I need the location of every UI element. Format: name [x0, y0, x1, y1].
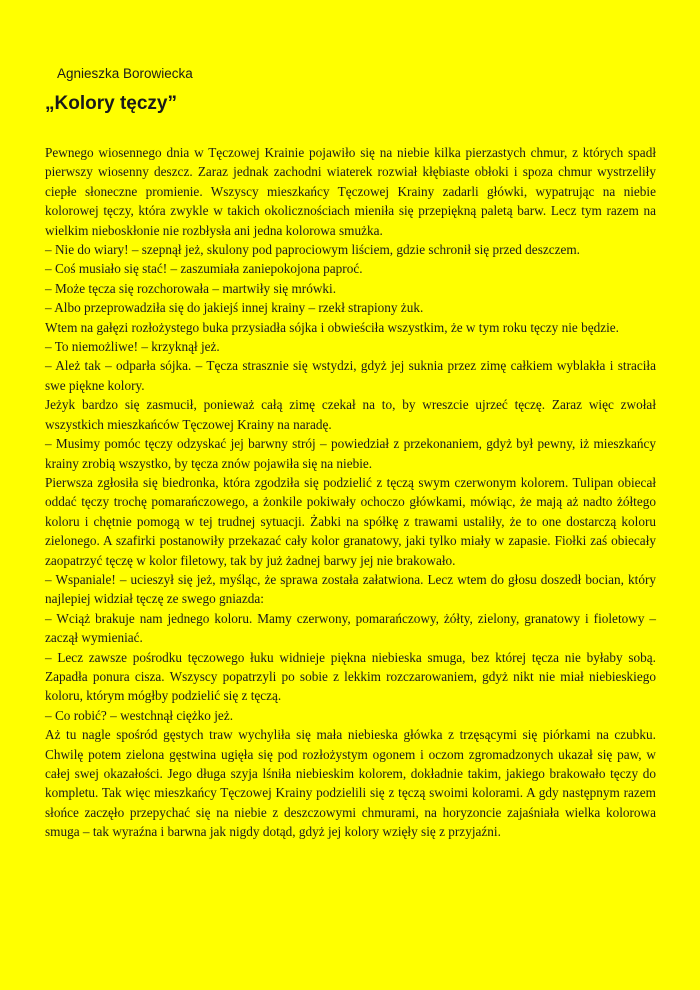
story-text [45, 143, 656, 842]
paragraph-15: – Co robić? – westchnął ciężko jeż. [45, 707, 234, 723]
paragraph-11: Pierwsza zgłosiła się biedronka, która zgodziła się podzielić z tęczą swym czerwonym kolorem. Tulipan obiecał oddać tęczy trochę pomarańczowego, a żonkile pokiwały ochoczo główkami, mówiąc, że mają aż nadto żółtego koloru i chętnie pomogą w tej trudnej sytuacji. Żabki na spółkę z trawami ustaliły, że to one dostarczą koloru zielonego. A szafirki postanowiły przekazać cały kolor granatowy, jaki tylko miały w zapasie. Fiołki zaś obiecały zaopatrzyć tęczę w kolor filetowy, tak by już żadnej barwy jej nie brakowało. [45, 474, 656, 568]
paragraph-7: – To niemożliwe! – krzyknął jeż. [45, 339, 220, 355]
paragraph-9: Jeżyk bardzo się zasmucił, ponieważ całą zimę czekał na to, by wreszcie ujrzeć tęczę. Zaraz więc zwołał wszystkich mieszkańców Tęczowej Krainy na naradę. [45, 397, 656, 432]
paragraph-12: – Wspaniale! – ucieszył się jeż, myśląc, że sprawa została załatwiona. Lecz wtem do głosu doszedł bocian, który najlepiej widział tęczę ze swego gniazda: [45, 571, 656, 607]
paragraph-8: – Ależ tak – odparła sójka. – Tęcza strasznie się wstydzi, gdyż jej suknia przez zimę całkiem wyblakła i straciła swe piękne kolory. [45, 358, 656, 393]
paragraph-10: – Musimy pomóc tęczy odzyskać jej barwny strój – powiedział z przekonaniem, gdyż był pewny, iż mieszkańcy krainy zrobią wszystko, by tęcza znów pojawiła się na niebie. [45, 436, 656, 471]
paragraph-13: – Wciąż brakuje nam jednego koloru. Mamy czerwony, pomarańczowy, żółty, zielony, granatowy i fioletowy – zaczął wymieniać. [45, 610, 656, 646]
paragraph-3: – Coś musiało się stać! – zaszumiała zaniepokojona paproć. [45, 261, 363, 277]
author-name: Agnieszka Borowiecka [57, 66, 193, 81]
story-title: „Kolory tęczy” [45, 93, 177, 114]
paragraph-4: – Może tęcza się rozchorowała – martwiły się mrówki. [45, 280, 337, 296]
paragraph-6: Wtem na gałęzi rozłożystego buka przysiadła sójka i obwieściła wszystkim, że w tym roku tęczy nie będzie. [45, 319, 619, 335]
paragraph-14: – Lecz zawsze pośrodku tęczowego łuku widnieje piękna niebieska smuga, bez której tęcza nie byłaby sobą. Zapadła ponura cisza. Wszyscy popatrzyli po sobie z lekkim rozczarowaniem, gdyż nikt nie miał niebieskiego koloru, którym mógłby podzielić się z tęczą. [45, 649, 656, 704]
paragraph-5: – Albo przeprowadziła się do jakiejś innej krainy – rzekł strapiony żuk. [45, 300, 424, 316]
paragraph-1: Pewnego wiosennego dnia w Tęczowej Krainie pojawiło się na niebie kilka pierzastych chmur, z których spadł pierwszy wiosenny deszcz. Zaraz jednak zachodni wiaterek rozwiał kłębiaste obłoki i spoza chmur wystrzeliły ciepłe słoneczne promienie. Wszyscy mieszkańcy Tęczowej Krainy zadarli główki, wypatrując na niebie kolorowej tęczy, która zwykle w takich okolicznościach mieniła się przepiękną paletą barw. Lecz tym razem na wielkim nieboskłonie nie rozbłysła ani jedna kolorowa smużka. [45, 145, 656, 238]
paragraph-16: Aż tu nagle spośród gęstych traw wychyliła się mała niebieska główka z trzęsącymi się piórkami na czubku. Chwilę potem zielona gęstwina ugięła się pod rozłożystym ogonem i oczom zgromadzonych ukazał się paw, w całej swej okazałości. Jego długa szyja lśniła niebieskim kolorem, dokładnie takim, jakiego brakowało tęczy do kompletu. Tak więc mieszkańcy Tęczowej Krainy podzielili się z tęczą swoimi kolorami. A gdy następnym razem słońce zaczęło przepychać się na niebie z deszczowymi chmurami, na horyzoncie zajaśniała wielka kolorowa smuga – tak wyraźna i barwna jak nigdy dotąd, gdyż jej kolory wzięły się z przyjaźni. [45, 727, 656, 840]
paragraph-2: – Nie do wiary! – szepnął jeż, skulony pod paprociowym liściem, gdzie schronił się przed deszczem. [45, 242, 580, 258]
